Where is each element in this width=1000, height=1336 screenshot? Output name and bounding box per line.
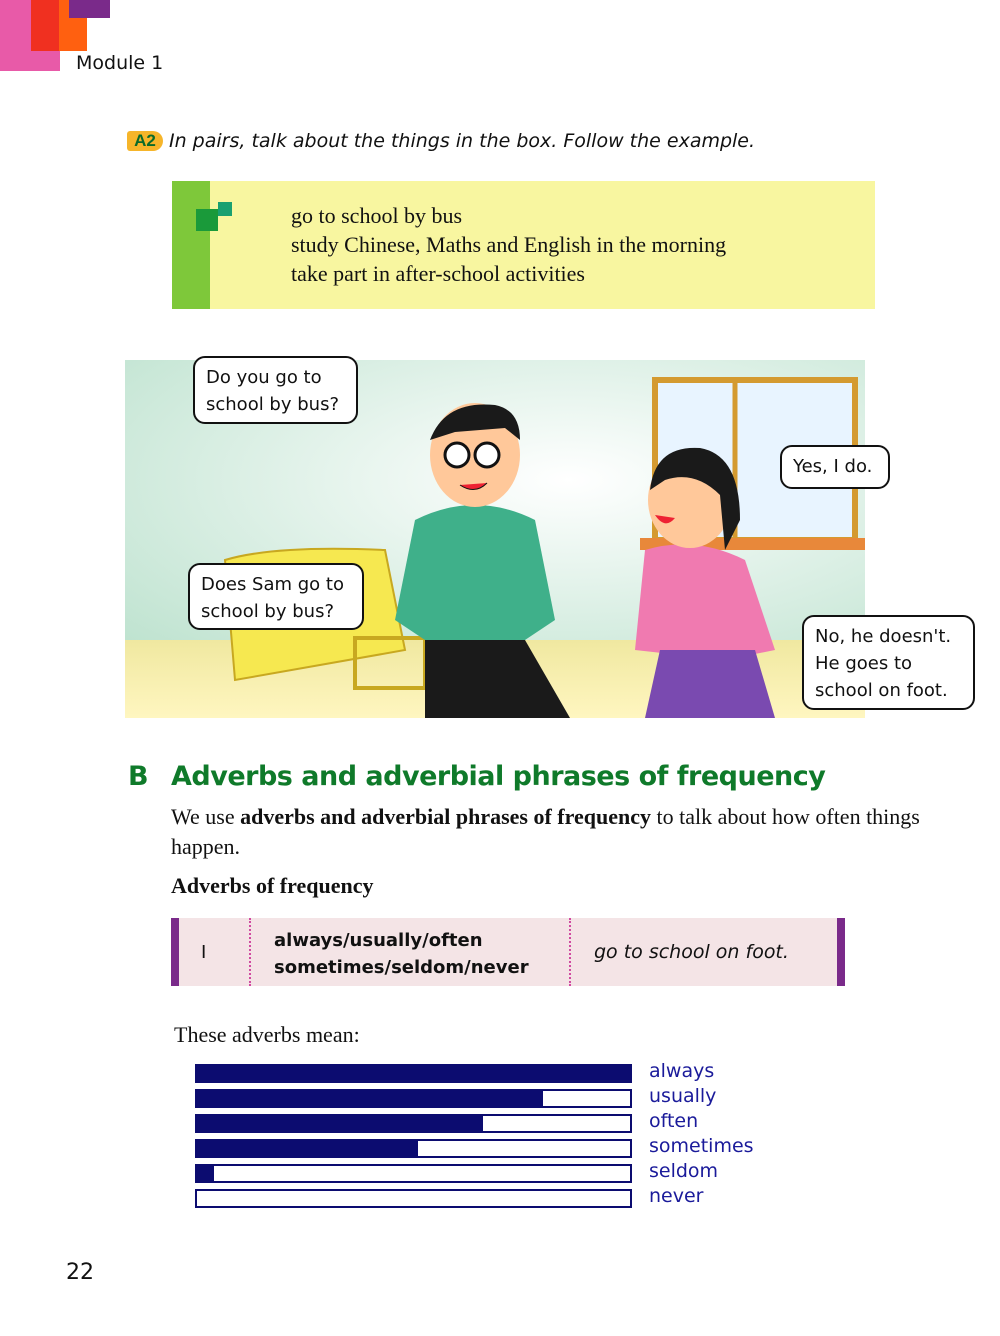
frequency-bar bbox=[195, 1114, 632, 1133]
table-subject: I bbox=[201, 942, 207, 963]
frequency-label: never bbox=[649, 1185, 704, 1207]
frequency-label: seldom bbox=[649, 1160, 719, 1182]
frequency-bar-fill bbox=[197, 1116, 483, 1131]
module-label: Module 1 bbox=[76, 52, 164, 74]
activity-instruction: In pairs, talk about the things in the box. Follow the example. bbox=[169, 130, 756, 152]
intro-text: to talk about how often things happen. bbox=[171, 804, 920, 859]
phrase-box bbox=[172, 181, 875, 309]
speech-bubble: Do you go to school by bus? bbox=[193, 356, 358, 424]
frequency-bar bbox=[195, 1064, 632, 1083]
page-number: 22 bbox=[66, 1260, 94, 1285]
frequency-bar bbox=[195, 1189, 632, 1208]
intro-text: We use bbox=[171, 804, 241, 829]
subheading: Adverbs of frequency bbox=[171, 873, 374, 898]
frequency-label: always bbox=[649, 1060, 715, 1082]
frequency-label: usually bbox=[649, 1085, 717, 1107]
box-item: go to school by bus bbox=[291, 203, 463, 228]
box-item: study Chinese, Maths and English in the morning bbox=[291, 232, 727, 257]
speech-bubble: Does Sam go to school by bus? bbox=[188, 563, 364, 630]
table-adverbs: always/usually/often bbox=[274, 930, 483, 951]
frequency-label: often bbox=[649, 1110, 699, 1132]
frequency-bar bbox=[195, 1164, 632, 1183]
frequency-bar bbox=[195, 1139, 632, 1158]
section-title: Adverbs and adverbial phrases of frequency bbox=[171, 761, 826, 792]
section-intro bbox=[171, 802, 941, 862]
example-table bbox=[171, 918, 845, 986]
speech-bubble: No, he doesn't. He goes to school on foot. bbox=[802, 615, 975, 710]
speech-bubble: Yes, I do. bbox=[780, 445, 890, 489]
frequency-bar-fill bbox=[197, 1066, 630, 1081]
section-letter: B bbox=[128, 761, 149, 792]
frequency-label: sometimes bbox=[649, 1135, 754, 1157]
table-predicate: go to school on foot. bbox=[594, 941, 789, 963]
table-adverbs: sometimes/seldom/never bbox=[274, 957, 529, 978]
classroom-illustration bbox=[125, 320, 952, 718]
frequency-bar-fill bbox=[197, 1091, 543, 1106]
frequency-bar-fill bbox=[197, 1166, 214, 1181]
frequency-bar-fill bbox=[197, 1141, 418, 1156]
scale-caption: These adverbs mean: bbox=[174, 1022, 360, 1047]
box-item: take part in after-school activities bbox=[291, 261, 585, 286]
frequency-bar bbox=[195, 1089, 632, 1108]
intro-bold-text: adverbs and adverbial phrases of frequency bbox=[240, 804, 651, 829]
activity-badge: A2 bbox=[127, 131, 163, 151]
